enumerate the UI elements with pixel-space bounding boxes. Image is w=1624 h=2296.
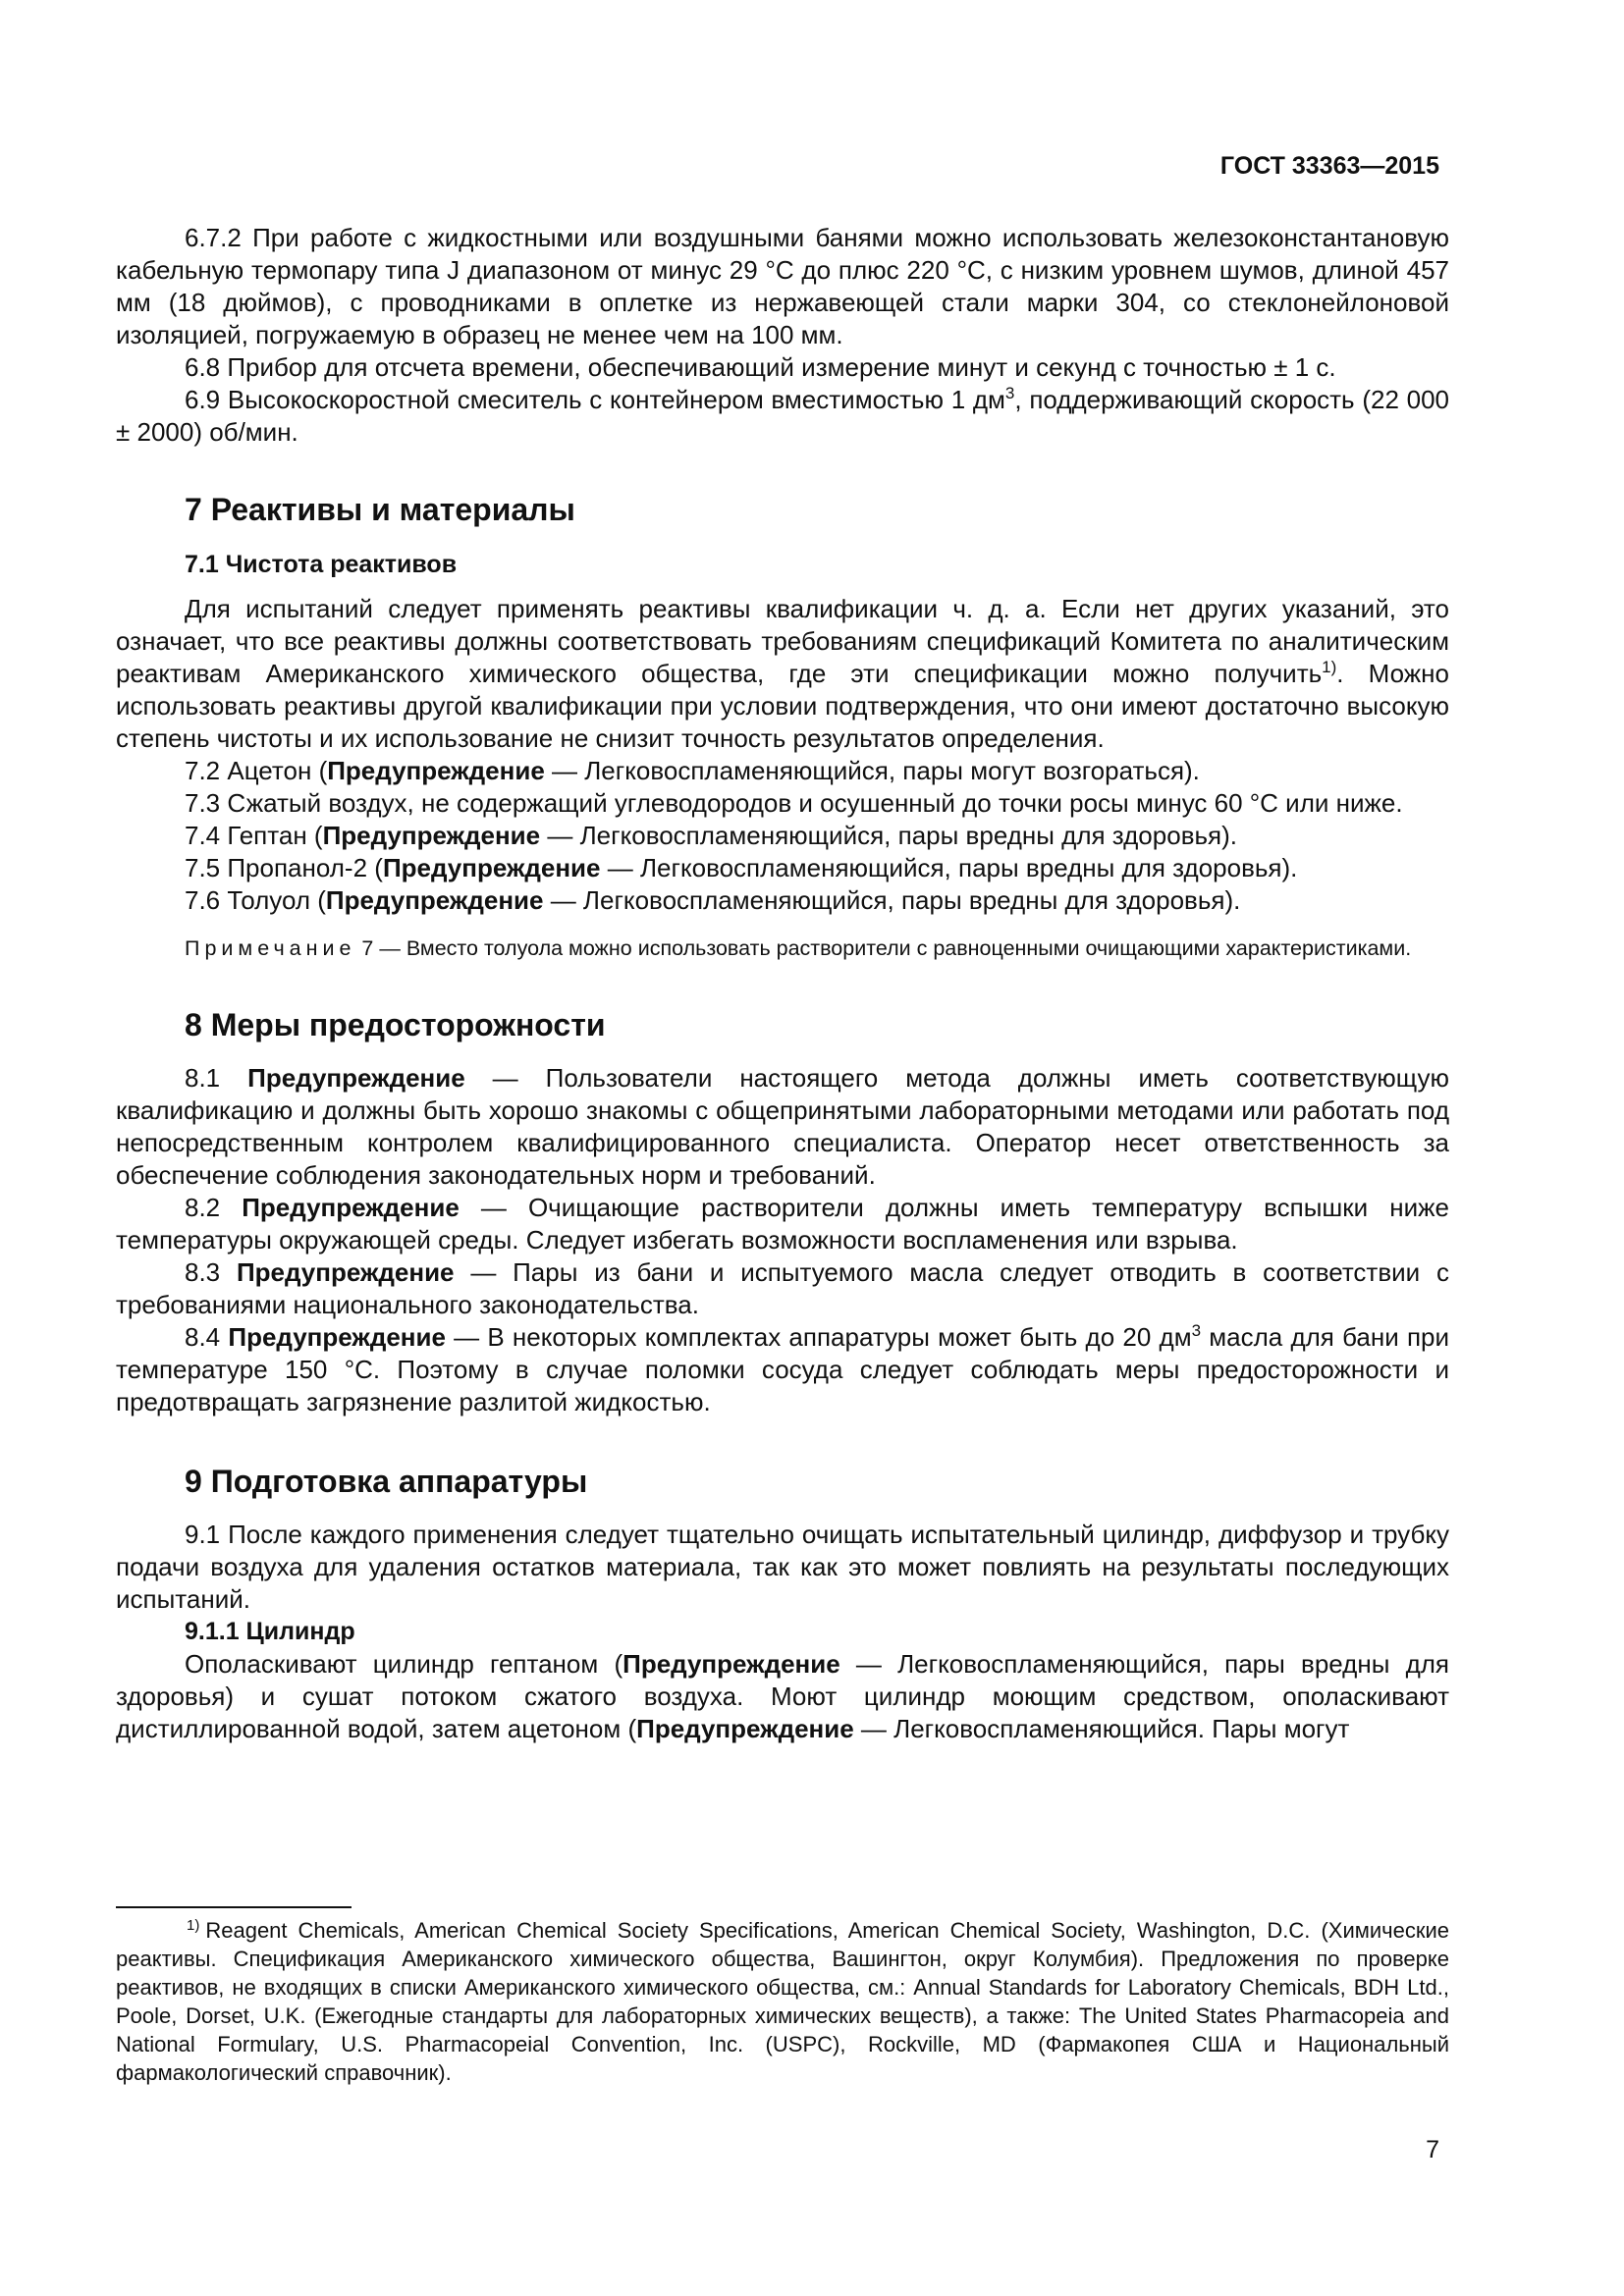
paragraph-7-5 <box>116 852 1449 884</box>
standard-number: ГОСТ 33363—2015 <box>1219 152 1439 180</box>
text-run: Ополаскивают цилиндр гептаном ( <box>185 1649 623 1679</box>
warning-label: Предупреждение <box>322 821 541 850</box>
text-run: 7.4 Гептан ( <box>185 821 323 850</box>
paragraph-8-2 <box>116 1192 1449 1256</box>
text-run: — Пары из бани и испытуемого масла следует отводить в соответствии с требованиями национального законодательства. <box>116 1257 1449 1319</box>
paragraph-8-1 <box>116 1062 1449 1192</box>
paragraph-7-1 <box>116 593 1449 755</box>
superscript: 3 <box>1191 1321 1202 1340</box>
text-run: — Пользователи настоящего метода должны иметь соответствующую квалификацию и должны быть хорошо знакомы с общепринятыми лабораторными методами или работать под непосредственным контролем квалифицированного специалиста. Оператор несет ответственность за обеспечение соблюдения законодательных норм и требований. <box>116 1063 1449 1190</box>
text-run: 8.3 <box>185 1257 237 1287</box>
paragraph-9-1: 9.1 После каждого применения следует тщательно очищать испытательный цилиндр, диффузор и трубку подачи воздуха для удаления остатков материала, так как это может повлиять на результаты последующих испытаний. <box>116 1520 1449 1614</box>
paragraph-6-9 <box>116 384 1449 449</box>
text-run: — Очищающие растворители должны иметь температуру вспышки ниже температуры окружающей среды. Следует избегать возможности воспламенения или взрыва. <box>116 1193 1449 1255</box>
warning-label: Предупреждение <box>325 885 544 915</box>
text-run: 6.9 Высокоскоростной смеситель с контейнером вместимостью 1 дм <box>185 385 1005 414</box>
paragraph-6-8: 6.8 Прибор для отсчета времени, обеспечивающий измерение минут и секунд с точностью ± 1 с. <box>185 352 1336 382</box>
paragraph-8-3 <box>116 1256 1449 1321</box>
footnote-separator <box>116 1906 352 1908</box>
paragraph-8-4 <box>116 1321 1449 1418</box>
text-run: 8.2 <box>185 1193 243 1222</box>
section-9-heading: 9 Подготовка аппаратуры <box>185 1464 588 1499</box>
paragraph-6-7-2: 6.7.2 При работе с жидкостными или воздушными банями можно использовать железоконстантановую кабельную термопару типа J диапазоном от минус 29 °С до плюс 220 °С, с низким уровнем шумов, длиной 457 мм (18 дюймов), с проводниками в оплетке из нержавеющей стали марки 304, со стеклонейлоновой изоляцией, погружаемую в образец не менее чем на 100 мм. <box>116 223 1449 349</box>
paragraph-9-1-1 <box>116 1648 1449 1745</box>
footnote-text: Reagent Chemicals, American Chemical Society Specifications, American Chemical Society, Washington, D.C. (Химические реактивы. Спецификация Американского химического общества, Вашингтон, округ Колумбия). Предложения по проверке реактивов, не входящих в списки Американского химического общества, см.: Annual Standards for Laboratory Chemicals, BDH Ltd., Poole, Dorset, U.K. (Ежегодные стандарты для лабораторных химических веществ), а также: The United States Pharmacopeia and National Formulary, U.S. Pharmacopeial Convention, Inc. (USPC), Rockville, MD (Фармакопея США и Национальный фармакологический справочник). <box>116 1918 1449 2085</box>
note-text: 7 — Вместо толуола можно использовать растворители с равноценными очищающими характеристиками. <box>355 936 1412 960</box>
text-run: 7.2 Ацетон ( <box>185 756 328 785</box>
text-run: 8.4 <box>185 1322 229 1352</box>
text-run: 7.6 Толуол ( <box>185 885 326 915</box>
superscript: 3 <box>1004 384 1015 402</box>
text-run: — Легковоспламеняющийся, пары вредны для здоровья). <box>543 885 1241 915</box>
warning-label: Предупреждение <box>623 1649 840 1679</box>
note-7 <box>116 934 1449 962</box>
section-7-heading: 7 Реактивы и материалы <box>185 492 575 527</box>
text-run: — Легковоспламеняющийся, пары вредны для здоровья). <box>540 821 1238 850</box>
text-run: масла для бани при температуре 150 °С. Поэтому в случае поломки сосуда следует соблюдать меры предосторожности и предотвращать загрязнение разлитой жидкостью. <box>116 1322 1450 1416</box>
text-run: — Легковоспламеняющийся, пары могут возгораться). <box>544 756 1200 785</box>
footnote-1 <box>116 1916 1449 2087</box>
text-run: Для испытаний следует применять реактивы квалификации ч. д. а. Если нет других указаний, это означает, что все реактивы должны соответствовать требованиям спецификаций Комитета по аналитическим реактивам Американского химического общества, где эти спецификации можно получить <box>116 594 1449 688</box>
paragraph-7-3: 7.3 Сжатый воздух, не содержащий углеводородов и осушенный до точки росы минус 60 °С или ниже. <box>185 788 1403 818</box>
text-run: , поддерживающий скорость (22 000 ± 2000) об/мин. <box>116 385 1449 447</box>
section-7-1-heading: 7.1 Чистота реактивов <box>185 551 458 578</box>
text-run: 8.1 <box>185 1063 248 1093</box>
footnote-reference: 1) <box>1322 658 1337 676</box>
warning-label: Предупреждение <box>636 1714 854 1743</box>
text-run: — Легковоспламеняющийся, пары вредны для здоровья) и сушат потоком сжатого воздуха. Моют цилиндр моющим средством, ополаскивают дистиллированной водой, затем ацетоном ( <box>116 1649 1450 1743</box>
warning-label: Предупреждение <box>236 1257 455 1287</box>
text-run: — Легковоспламеняющийся, пары вредны для здоровья). <box>600 853 1298 882</box>
warning-label: Предупреждение <box>382 853 601 882</box>
body-text <box>116 222 1449 1745</box>
warning-label: Предупреждение <box>228 1322 446 1352</box>
text-run: — Легковоспламеняющийся. Пары могут <box>853 1714 1350 1743</box>
text-run: 7.5 Пропанол-2 ( <box>185 853 383 882</box>
text-run: . Можно использовать реактивы другой квалификации при условии подтверждения, что они имеют достаточно высокую степень чистоты и их использование не снизит точность результатов определения. <box>116 659 1450 753</box>
warning-label: Предупреждение <box>247 1063 465 1093</box>
note-label: Примечание <box>185 936 356 960</box>
section-9-1-1-heading: 9.1.1 Цилиндр <box>185 1618 355 1645</box>
warning-label: Предупреждение <box>242 1193 460 1222</box>
paragraph-7-2 <box>116 755 1449 787</box>
warning-label: Предупреждение <box>327 756 545 785</box>
footnote-mark: 1) <box>187 1917 200 1934</box>
paragraph-7-4 <box>116 820 1449 852</box>
section-8-heading: 8 Меры предосторожности <box>185 1007 606 1042</box>
paragraph-7-6 <box>116 884 1449 917</box>
text-run: — В некоторых комплектах аппаратуры может быть до 20 дм <box>445 1322 1192 1352</box>
page-number: 7 <box>1426 2136 1439 2163</box>
